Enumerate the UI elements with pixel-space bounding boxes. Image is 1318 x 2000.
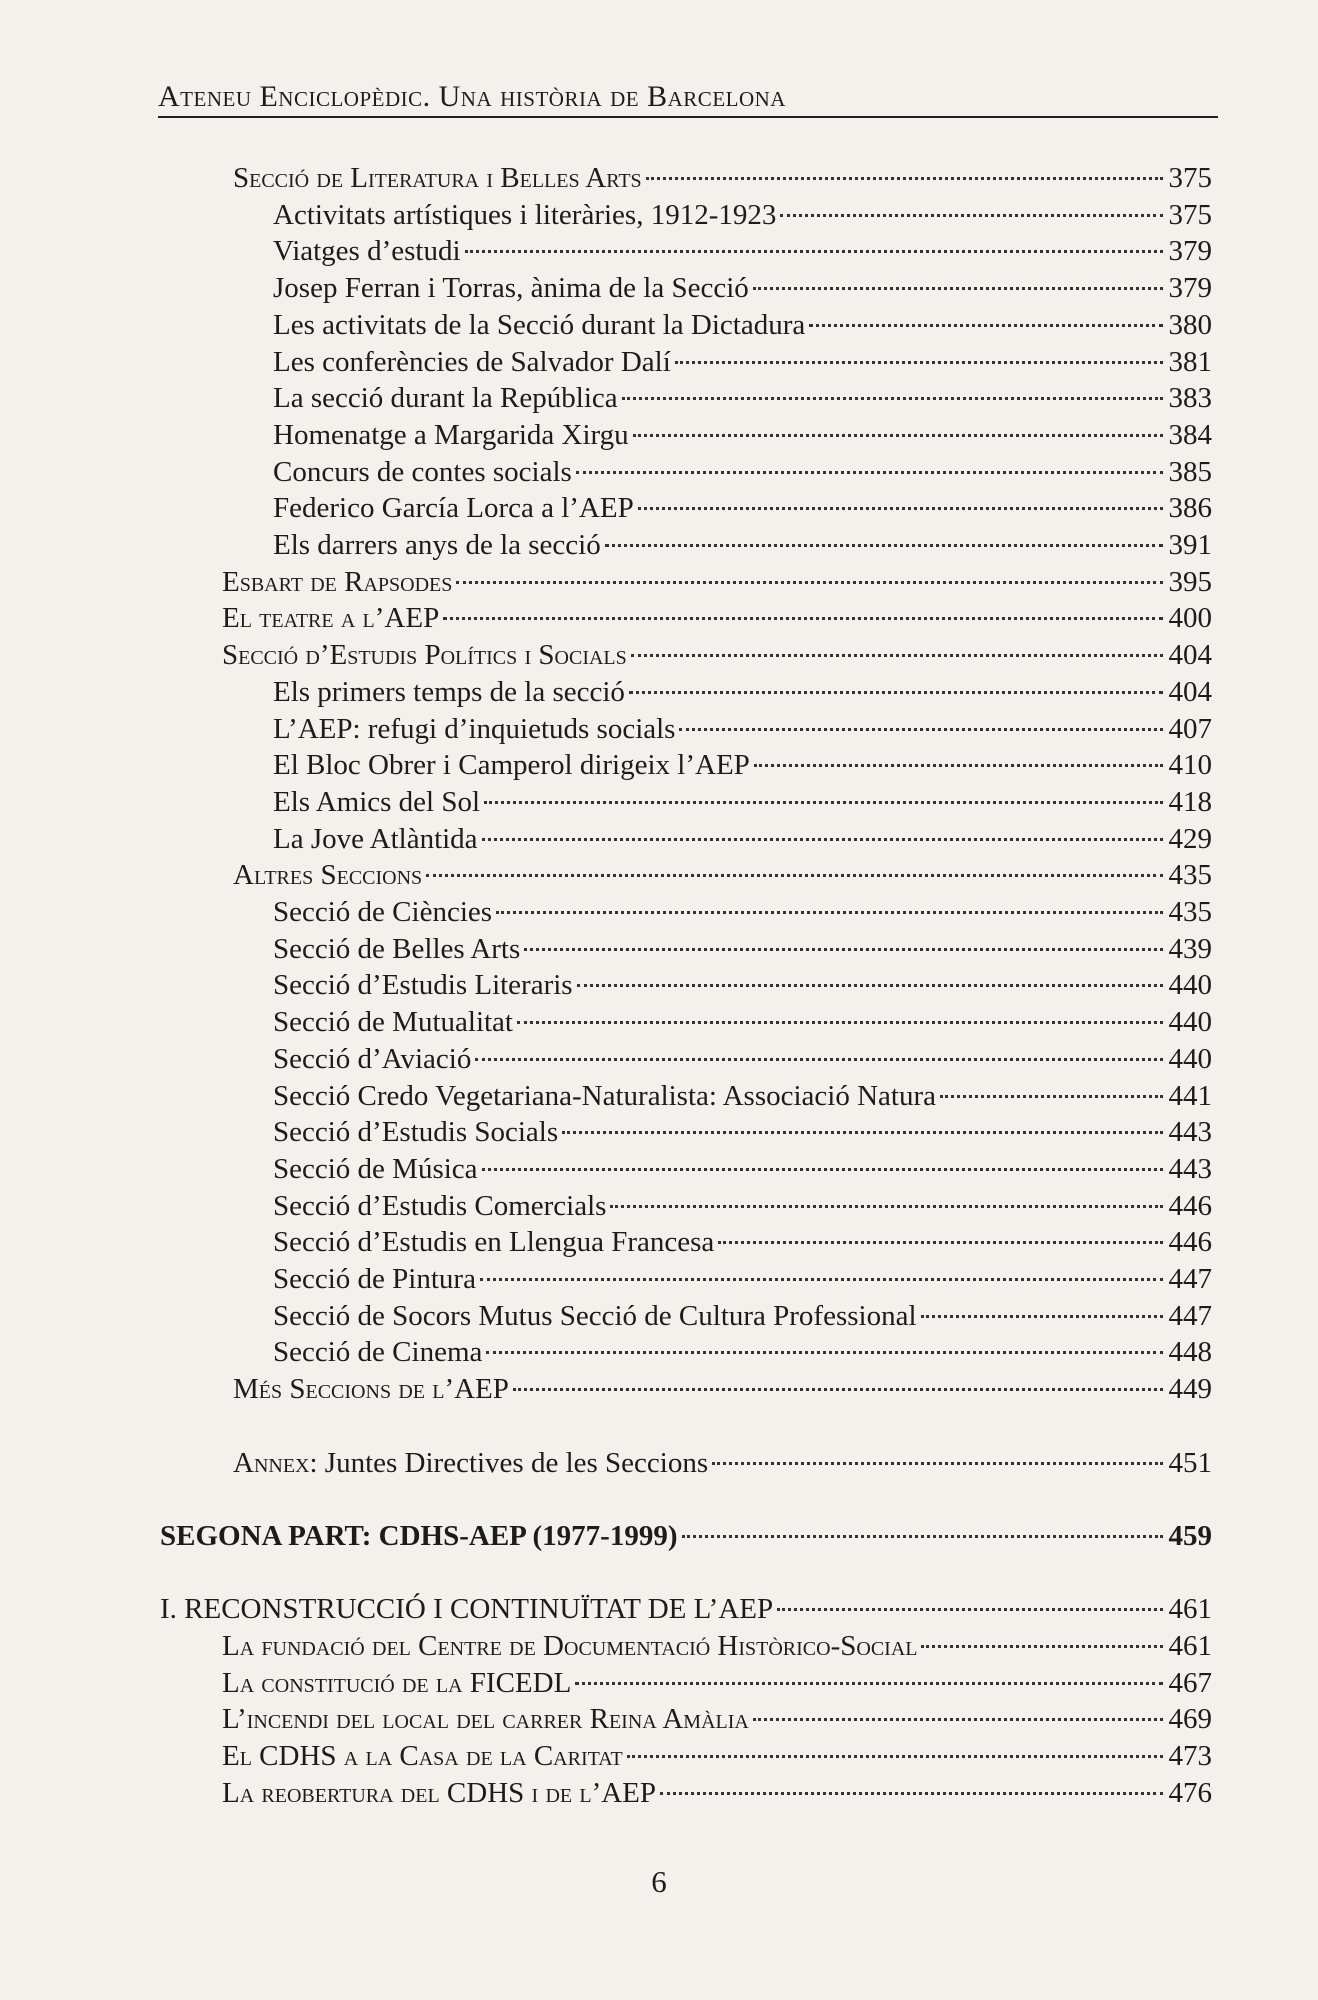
dot-leader — [631, 654, 1163, 657]
toc-entry-title: Més Seccions de l’AEP — [233, 1373, 509, 1406]
toc-entry[interactable] — [273, 233, 1212, 269]
toc-page-number: 440 — [1168, 1006, 1212, 1039]
toc-page-number: 443 — [1168, 1152, 1212, 1185]
toc-entry[interactable] — [273, 1114, 1212, 1150]
toc-page-number: 435 — [1168, 896, 1212, 928]
toc-page-number: 381 — [1168, 345, 1212, 378]
dot-leader — [809, 324, 1162, 327]
toc-entry-title: L’AEP: refugi d’inquietuds socials — [273, 712, 676, 745]
toc-entry[interactable] — [273, 490, 1212, 526]
dot-leader — [940, 1095, 1163, 1098]
toc-page-number: 375 — [1168, 162, 1212, 194]
toc-entry-title: La Jove Atlàntida — [273, 822, 478, 855]
toc-page-number: 375 — [1168, 198, 1212, 231]
toc-entry-title: Concurs de contes socials — [273, 455, 572, 488]
toc-entry-title: Josep Ferran i Torras, ànima de la Secció — [273, 272, 749, 305]
toc-entry-title: Els primers temps de la secció — [273, 675, 625, 708]
dot-leader — [646, 177, 1163, 180]
toc-entry[interactable] — [273, 1224, 1212, 1260]
toc-entry-title: Annex: Juntes Directives de les Seccions — [233, 1446, 709, 1479]
toc-page-number: 384 — [1168, 418, 1212, 451]
toc-page-number: 443 — [1168, 1116, 1212, 1149]
toc-entry-title: La reobertura del CDHS i de l’AEP — [222, 1776, 657, 1809]
dot-leader — [638, 507, 1163, 510]
toc-page-number: 449 — [1168, 1373, 1212, 1406]
toc-entry-title: Esbart de Rapsodes — [222, 565, 453, 598]
dot-leader — [777, 1608, 1162, 1611]
toc-page-number: 404 — [1168, 675, 1212, 708]
toc-entry[interactable] — [222, 1775, 1212, 1811]
dot-leader — [754, 764, 1163, 767]
toc-page-number: 440 — [1168, 969, 1212, 1002]
toc-page-number: 467 — [1168, 1666, 1212, 1699]
toc-entry[interactable] — [273, 307, 1212, 343]
toc-page-number: 446 — [1168, 1226, 1212, 1259]
toc-entry-title: Els darrers anys de la secció — [273, 529, 601, 561]
toc-entry[interactable] — [233, 160, 1212, 196]
toc-page-number: 461 — [1168, 1630, 1212, 1662]
toc-page-number: 391 — [1168, 529, 1212, 561]
toc-entry-title: Secció de Socors Mutus Secció de Cultura Professional — [273, 1299, 917, 1332]
page-number: 6 — [651, 1864, 667, 1899]
toc-page-number: 418 — [1168, 785, 1212, 818]
toc-entry-title: Secció d’Estudis Polítics i Socials — [222, 639, 627, 672]
dot-leader — [482, 838, 1163, 841]
dot-leader — [627, 1755, 1163, 1758]
toc-entry-title: Les conferències de Salvador Dalí — [273, 345, 671, 378]
dot-leader — [576, 471, 1163, 474]
toc-page-number: 380 — [1168, 308, 1212, 341]
dot-leader — [622, 397, 1163, 400]
toc-entry[interactable] — [273, 1041, 1212, 1077]
dot-leader — [718, 1241, 1162, 1244]
toc-entry[interactable] — [233, 1371, 1212, 1407]
toc-entry[interactable] — [273, 894, 1212, 930]
dot-leader — [675, 361, 1163, 364]
toc-entry[interactable] — [273, 821, 1212, 857]
toc-entry[interactable] — [222, 564, 1212, 600]
toc-entry[interactable] — [273, 1298, 1212, 1334]
toc-entry-title: El teatre a l’AEP — [222, 602, 440, 635]
toc-entry-title: Secció de Pintura — [273, 1263, 476, 1295]
dot-leader — [575, 1682, 1162, 1685]
toc-page-number: 410 — [1168, 749, 1212, 782]
toc-entry-title: Homenatge a Margarida Xirgu — [273, 418, 629, 451]
toc-page-number: 447 — [1168, 1299, 1212, 1332]
toc-page-number: 441 — [1168, 1079, 1212, 1112]
dot-leader — [921, 1315, 1163, 1318]
toc-page-number: 400 — [1168, 602, 1212, 635]
toc-entry[interactable] — [273, 784, 1212, 820]
dot-leader — [610, 1205, 1162, 1208]
toc-entry[interactable] — [222, 600, 1212, 636]
toc-entry-title: Secció d’Estudis en Llengua Francesa — [273, 1226, 715, 1259]
toc-entry-title: Activitats artístiques i literàries, 1912-1923 — [273, 198, 777, 231]
toc-entry-title: Els Amics del Sol — [273, 785, 481, 818]
dot-leader — [496, 911, 1162, 914]
toc-page-number: 440 — [1168, 1042, 1212, 1075]
toc-entry-title: I. RECONSTRUCCIÓ I CONTINUÏTAT DE L’AEP — [160, 1593, 774, 1626]
toc-entry-title: Secció de Música — [273, 1152, 478, 1185]
dot-leader — [456, 581, 1162, 584]
toc-page-number: 386 — [1168, 492, 1212, 525]
toc-page-number: 451 — [1168, 1446, 1212, 1479]
dot-leader — [486, 1351, 1162, 1354]
dot-leader — [629, 691, 1163, 694]
toc-entry[interactable] — [273, 270, 1212, 306]
toc-entry[interactable] — [273, 1334, 1212, 1370]
toc-entry-title: Secció de Ciències — [273, 896, 493, 928]
toc-page-number: 407 — [1168, 712, 1212, 745]
toc-entry-title: Les activitats de la Secció durant la Dictadura — [273, 308, 806, 341]
toc-page-number: 461 — [1168, 1593, 1212, 1626]
toc-page-number: 383 — [1168, 382, 1212, 415]
running-head: Ateneu Enciclopèdic. Una història de Barcelona — [158, 80, 1218, 118]
toc-entry-title: Secció d’Aviació — [273, 1042, 472, 1075]
toc-entry[interactable] — [160, 1591, 1212, 1627]
toc-entry-title: Altres Seccions — [233, 859, 423, 892]
dot-leader — [753, 1718, 1163, 1721]
toc-entry[interactable] — [273, 417, 1212, 453]
toc-page-number: 469 — [1168, 1703, 1212, 1736]
toc-entry[interactable] — [273, 454, 1212, 490]
dot-leader — [482, 1168, 1163, 1171]
toc-entry[interactable] — [222, 1738, 1212, 1774]
toc-page-number: 404 — [1168, 639, 1212, 672]
toc-page-number: 379 — [1168, 272, 1212, 305]
toc-entry-title: Secció de Belles Arts — [273, 932, 521, 965]
dot-leader — [513, 1388, 1163, 1391]
dot-leader — [921, 1645, 1162, 1648]
dot-leader — [443, 617, 1162, 620]
dot-leader — [780, 214, 1162, 217]
toc-entry-title: SEGONA PART: CDHS-AEP (1977-1999) — [160, 1519, 678, 1552]
dot-leader — [426, 874, 1162, 877]
toc-entry[interactable] — [273, 344, 1212, 380]
toc-entry[interactable] — [273, 1261, 1212, 1297]
toc-entry-title: La fundació del Centre de Documentació Històrico-Social — [222, 1630, 918, 1662]
toc-entry[interactable] — [273, 1078, 1212, 1114]
dot-leader — [524, 948, 1162, 951]
toc-entry[interactable] — [273, 1004, 1212, 1040]
dot-leader — [712, 1462, 1162, 1465]
toc-entry-title: La constitució de la FICEDL — [222, 1666, 572, 1699]
toc-entry[interactable] — [273, 747, 1212, 783]
dot-leader — [475, 1058, 1162, 1061]
toc-entry[interactable] — [273, 967, 1212, 1003]
toc-entry-title: Secció Credo Vegetariana-Naturalista: Associació Natura — [273, 1079, 936, 1112]
dot-leader — [577, 984, 1163, 987]
toc-entry-title: Secció de Literatura i Belles Arts — [233, 162, 642, 194]
toc-page-number: 429 — [1168, 822, 1212, 855]
toc-page-number: 447 — [1168, 1263, 1212, 1295]
toc-page-number: 448 — [1168, 1336, 1212, 1369]
dot-leader — [633, 434, 1163, 437]
dot-leader — [605, 544, 1163, 547]
dot-leader — [517, 1021, 1163, 1024]
toc-page-number: 379 — [1168, 235, 1212, 268]
toc-entry[interactable] — [273, 1188, 1212, 1224]
toc-entry-title: La secció durant la República — [273, 382, 618, 415]
dot-leader — [465, 250, 1163, 253]
toc-entry[interactable] — [222, 1628, 1212, 1664]
dot-leader — [562, 1131, 1162, 1134]
toc-entry[interactable] — [222, 637, 1212, 673]
toc-page-number: 446 — [1168, 1189, 1212, 1222]
toc-page-number: 473 — [1168, 1740, 1212, 1773]
toc-entry-title: Secció de Cinema — [273, 1336, 483, 1369]
dot-leader — [660, 1792, 1162, 1795]
toc-entry[interactable] — [222, 1665, 1212, 1701]
toc-entry-title: Secció d’Estudis Literaris — [273, 969, 573, 1002]
toc-entry[interactable] — [273, 674, 1212, 710]
toc-entry[interactable] — [273, 197, 1212, 233]
toc-entry[interactable] — [273, 711, 1212, 747]
toc-page-number: 385 — [1168, 455, 1212, 488]
toc-entry-title: Secció d’Estudis Socials — [273, 1116, 559, 1149]
toc-entry[interactable] — [273, 1151, 1212, 1187]
dot-leader — [484, 801, 1162, 804]
toc-entry[interactable] — [273, 380, 1212, 416]
toc-entry-title: El CDHS a la Casa de la Caritat — [222, 1740, 623, 1773]
toc-page-number: 439 — [1168, 932, 1212, 965]
toc-entry-title: El Bloc Obrer i Camperol dirigeix l’AEP — [273, 749, 750, 782]
dot-leader — [679, 728, 1162, 731]
toc-page-number: 476 — [1168, 1776, 1212, 1809]
toc-entry[interactable] — [233, 1445, 1212, 1481]
toc-entry[interactable] — [233, 857, 1212, 893]
toc-entry[interactable] — [160, 1518, 1212, 1554]
toc-page-number: 459 — [1168, 1519, 1212, 1552]
dot-leader — [753, 287, 1163, 290]
toc-entry[interactable] — [273, 527, 1212, 563]
toc-entry-title: Viatges d’estudi — [273, 235, 461, 268]
toc-entry[interactable] — [273, 931, 1212, 967]
toc-entry-title: Secció de Mutualitat — [273, 1006, 513, 1039]
toc-page-number: 435 — [1168, 859, 1212, 892]
dot-leader — [480, 1278, 1163, 1281]
toc-entry[interactable] — [222, 1701, 1212, 1737]
toc-page-number: 395 — [1168, 565, 1212, 598]
dot-leader — [682, 1535, 1163, 1538]
toc-entry-title: Secció d’Estudis Comercials — [273, 1189, 607, 1222]
toc-entry-title: L’incendi del local del carrer Reina Amàlia — [222, 1703, 749, 1736]
toc-entry-title: Federico García Lorca a l’AEP — [273, 492, 634, 525]
